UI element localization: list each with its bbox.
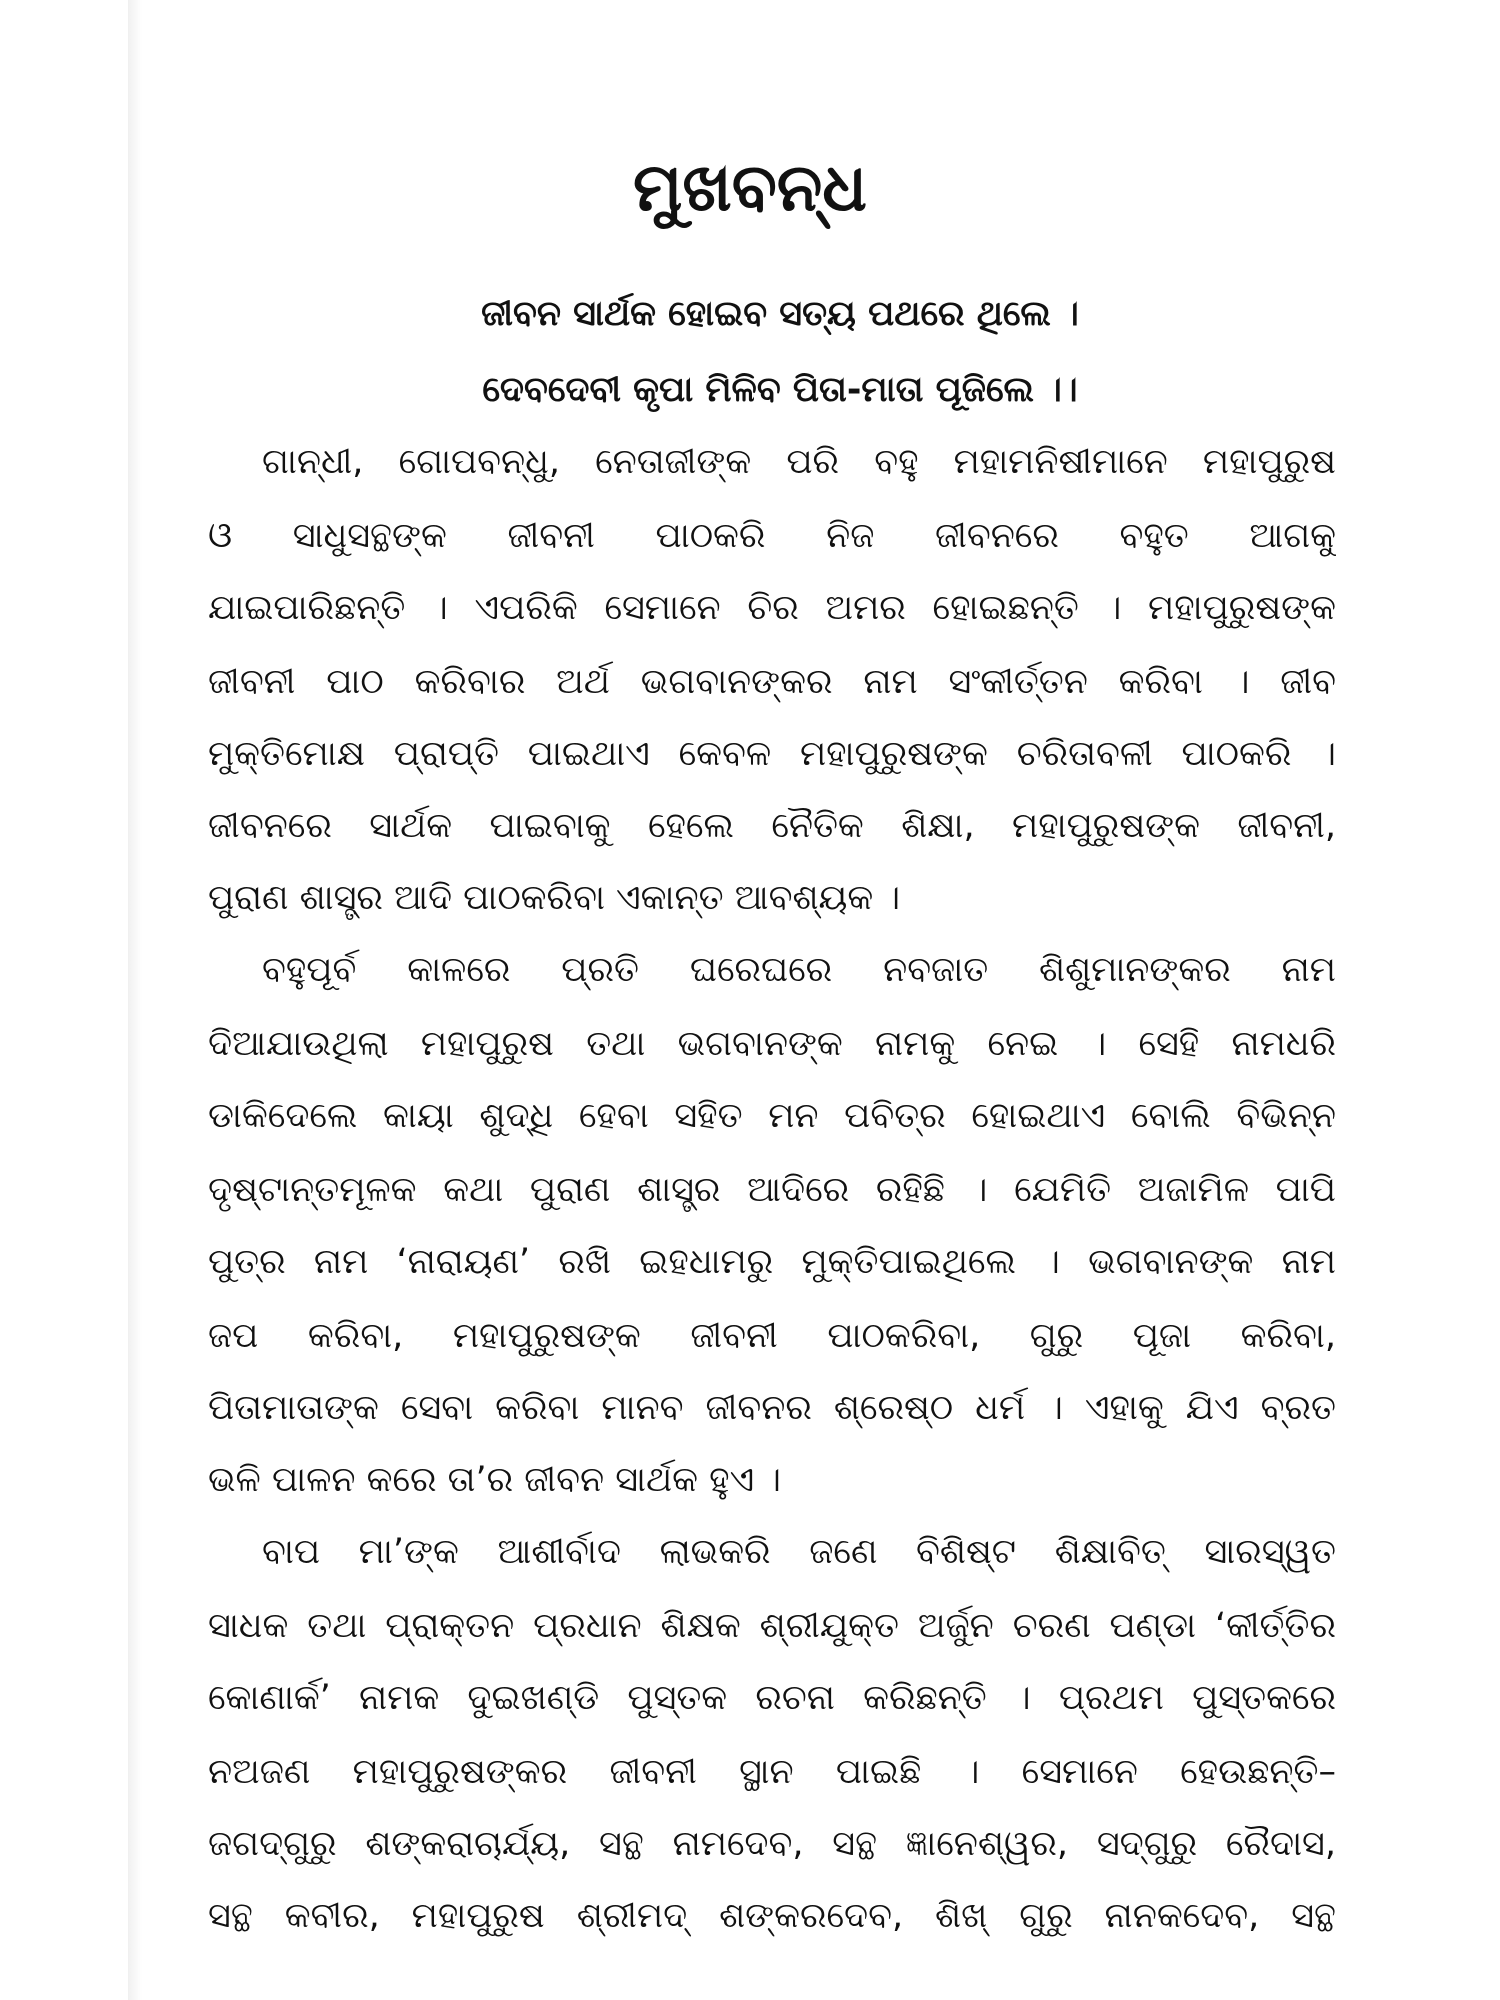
text-line: ଡାକିଦେଲେ କାୟା ଶୁଦ୍ଧି ହେବା ସହିତ ମନ ପବିତ୍ର ହୋଇଥାଏ ବୋଲି ବିଭିନ୍ନ bbox=[208, 1096, 1336, 1136]
text-line: ଜପ କରିବା, ମହାପୁରୁଷଙ୍କ ଜୀବନୀ ପାଠକରିବା, ଗୁରୁ ପୂଜା କରିବା, bbox=[208, 1316, 1336, 1356]
couplet-line-2: ଦେବଦେବୀ କୃପା ମିଳିବ ପିତା-ମାତା ପୂଜିଲେ ।। bbox=[482, 370, 1078, 410]
text-line: ଦୃଷ୍ଟାନ୍ତମୂଳକ କଥା ପୁରାଣ ଶାସ୍ତ୍ର ଆଦିରେ ରହିଛି । ଯେମିତି ଅଜାମିଳ ପାପି bbox=[208, 1170, 1336, 1210]
text-line: ବାପ ମା’ଙ୍କ ଆଶୀର୍ବାଦ ଲାଭକରି ଜଣେ ବିଶିଷ୍ଟ ଶିକ୍ଷାବିତ୍ ସାରସ୍ୱତ bbox=[262, 1532, 1336, 1572]
text-line: ଯାଇପାରିଛନ୍ତି । ଏପରିକି ସେମାନେ ଚିର ଅମର ହୋଇଛନ୍ତି । ମହାପୁରୁଷଙ୍କ bbox=[208, 588, 1336, 628]
text-line: ଓ ସାଧୁସନ୍ଥଙ୍କ ଜୀବନୀ ପାଠକରି ନିଜ ଜୀବନରେ ବହୁତ ଆଗକୁ bbox=[208, 516, 1336, 556]
text-line: ପୁରାଣ ଶାସ୍ତ୍ର ଆଦି ପାଠକରିବା ଏକାନ୍ତ ଆବଶ୍ୟକ । bbox=[208, 878, 901, 918]
text-line: ମୁକ୍ତିମୋକ୍ଷ ପ୍ରାପ୍ତି ପାଇଥାଏ କେବଳ ମହାପୁରୁଷଙ୍କ ଚରିତାବଳୀ ପାଠକରି । bbox=[208, 734, 1336, 774]
text-line: ଜୀବନରେ ସାର୍ଥକ ପାଇବାକୁ ହେଲେ ନୈତିକ ଶିକ୍ଷା, ମହାପୁରୁଷଙ୍କ ଜୀବନୀ, bbox=[208, 806, 1336, 846]
text-line: ପିତାମାତାଙ୍କ ସେବା କରିବା ମାନବ ଜୀବନର ଶ୍ରେଷ୍ଠ ଧର୍ମ । ଏହାକୁ ଯିଏ ବ୍ରତ bbox=[208, 1388, 1336, 1428]
text-line: ଜଗଦ୍‌ଗୁରୁ ଶଙ୍କରାଚାର୍ଯ୍ୟ, ସନ୍ଥ ନାମଦେବ, ସନ୍ଥ ଜ୍ଞାନେଶ୍ୱର, ସଦ୍‌ଗୁରୁ ରୈଦାସ, bbox=[208, 1824, 1336, 1864]
text-line: ଜୀବନୀ ପାଠ କରିବାର ଅର୍ଥ ଭଗବାନଙ୍କର ନାମ ସଂକୀର୍ତ୍ତନ କରିବା । ଜୀବ bbox=[208, 662, 1336, 702]
page-title: ମୁଖବନ୍ଧ bbox=[633, 149, 867, 226]
text-line: ବହୁପୂର୍ବ କାଳରେ ପ୍ରତି ଘରେଘରେ ନବଜାତ ଶିଶୁମାନଙ୍କର ନାମ bbox=[262, 950, 1336, 990]
text-line: କୋଣାର୍କ’ ନାମକ ଦୁଇଖଣ୍ଡି ପୁସ୍ତକ ରଚନା କରିଛନ୍ତି । ପ୍ରଥମ ପୁସ୍ତକରେ bbox=[208, 1678, 1336, 1718]
text-line: ଦିଆଯାଉଥିଲା ମହାପୁରୁଷ ତଥା ଭଗବାନଙ୍କ ନାମକୁ ନେଇ । ସେହି ନାମଧରି bbox=[208, 1024, 1336, 1064]
text-line: ଗାନ୍ଧୀ, ଗୋପବନ୍ଧୁ, ନେତାଜୀଙ୍କ ପରି ବହୁ ମହାମନିଷୀମାନେ ମହାପୁରୁଷ bbox=[262, 442, 1336, 482]
text-line: ନଅଜଣ ମହାପୁରୁଷଙ୍କର ଜୀବନୀ ସ୍ଥାନ ପାଇଛି । ସେମାନେ ହେଉଛନ୍ତି– bbox=[208, 1752, 1336, 1792]
page-gutter-shadow bbox=[128, 0, 142, 2000]
text-line: ସାଧକ ତଥା ପ୍ରାକ୍ତନ ପ୍ରଧାନ ଶିକ୍ଷକ ଶ୍ରୀଯୁକ୍ତ ଅର୍ଜୁନ ଚରଣ ପଣ୍ଡା ‘କୀର୍ତ୍ତିର bbox=[208, 1606, 1336, 1646]
text-line: ଭଳି ପାଳନ କରେ ତା’ର ଜୀବନ ସାର୍ଥକ ହୁଏ । bbox=[208, 1460, 782, 1500]
couplet-line-1: ଜୀବନ ସାର୍ଥକ ହୋଇବ ସତ୍ୟ ପଥରେ ଥିଲେ । bbox=[481, 294, 1079, 334]
text-line: ସନ୍ଥ କବୀର, ମହାପୁରୁଷ ଶ୍ରୀମଦ୍ ଶଙ୍କରଦେବ, ଶିଖ୍ ଗୁରୁ ନାନକଦେବ, ସନ୍ଥ bbox=[208, 1896, 1336, 1936]
text-line: ପୁତ୍ର ନାମ ‘ନାରାୟଣ’ ରଖି ଇହଧାମରୁ ମୁକ୍ତିପାଇଥିଲେ । ଭଗବାନଙ୍କ ନାମ bbox=[208, 1242, 1336, 1282]
